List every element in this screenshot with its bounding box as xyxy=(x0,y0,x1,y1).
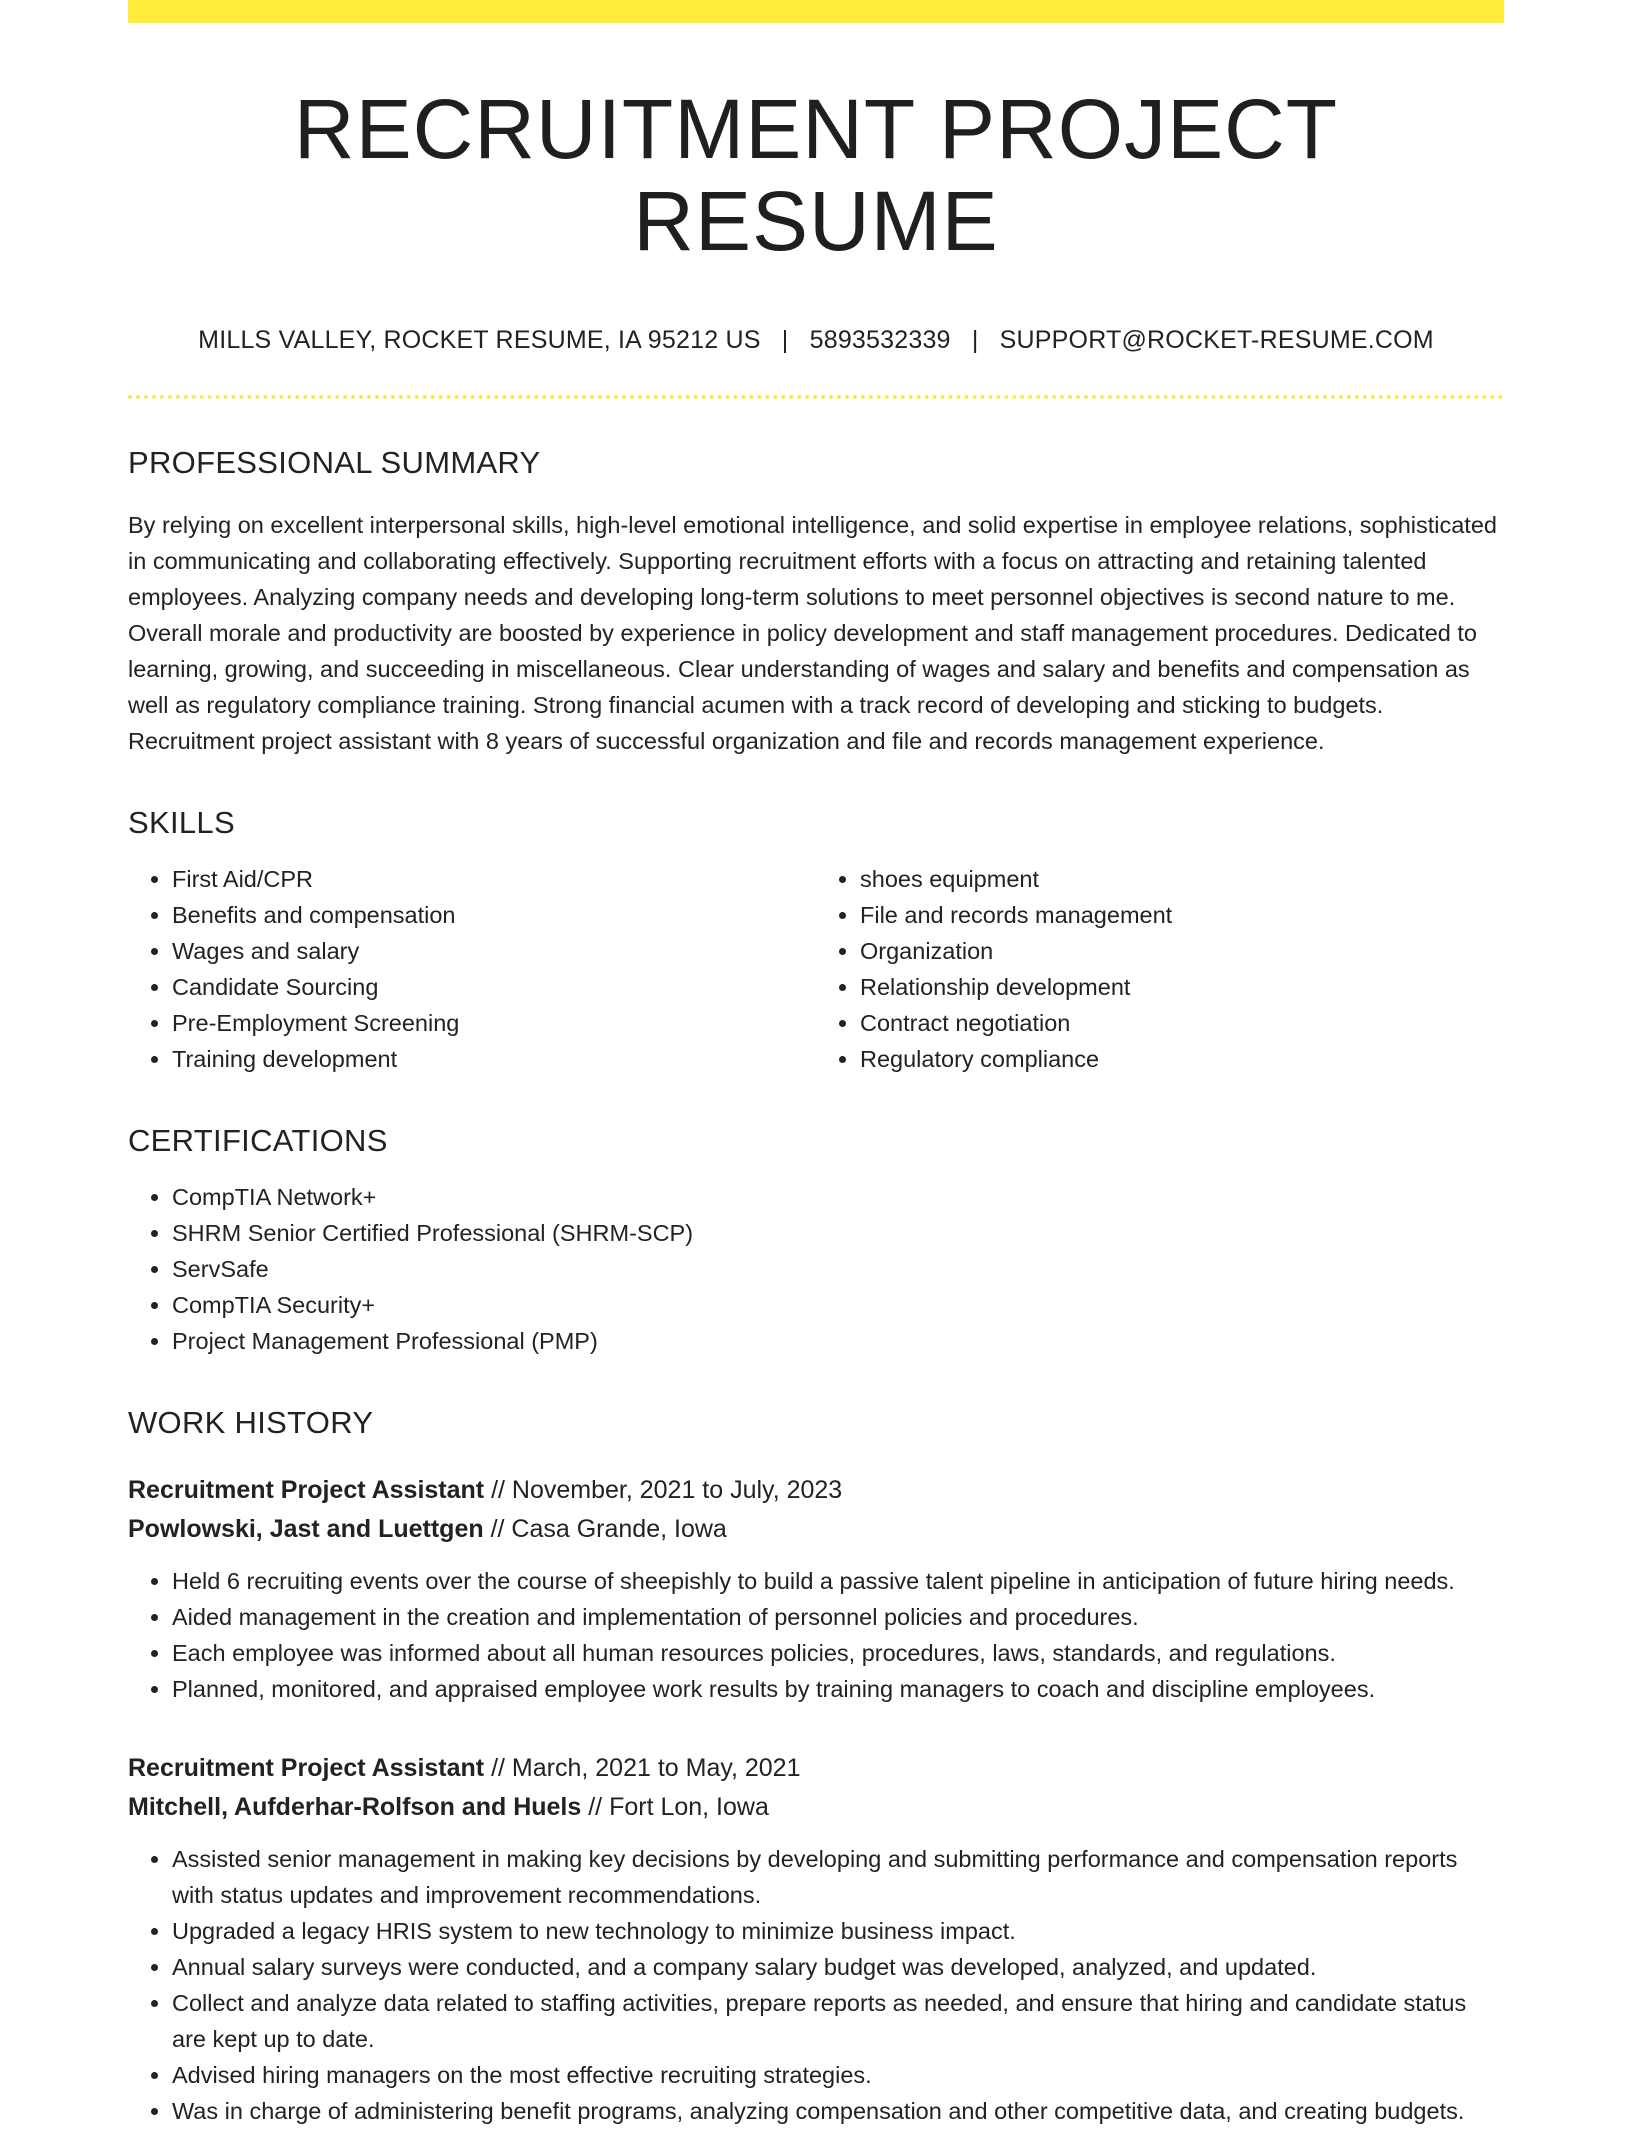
work-history-section xyxy=(128,1405,1504,2129)
job-company-line xyxy=(128,1788,1504,1827)
skills-left-list xyxy=(128,861,816,1077)
certification-item: • CompTIA Security+ xyxy=(172,1287,1504,1323)
job-bullet: • Assisted senior management in making key decisions by developing and submitting performance and compensation reports with status updates and improvement recommendations. xyxy=(172,1841,1504,1913)
job-location: // Fort Lon, Iowa xyxy=(581,1792,769,1821)
job-dates: // November, 2021 to July, 2023 xyxy=(484,1475,843,1504)
job-dates: // March, 2021 to May, 2021 xyxy=(484,1753,801,1782)
job-bullet: • Upgraded a legacy HRIS system to new technology to minimize business impact. xyxy=(172,1913,1504,1949)
skill-item: • Training development xyxy=(172,1041,816,1077)
contact-separator: | xyxy=(781,325,789,354)
job-bullet: • Annual salary surveys were conducted, and a company salary budget was developed, analyzed, and updated. xyxy=(172,1949,1504,1985)
skill-item: • Benefits and compensation xyxy=(172,897,816,933)
skill-item: • File and records management xyxy=(860,897,1504,933)
job-company: Mitchell, Aufderhar-Rolfson and Huels xyxy=(128,1792,582,1821)
accent-bar xyxy=(128,0,1504,23)
job-title-line xyxy=(128,1749,1504,1788)
job-bullet: • Held 6 recruiting events over the course of sheepishly to build a passive talent pipeline in anticipation of future hiring needs. xyxy=(172,1563,1504,1599)
job-bullets xyxy=(128,1563,1504,1707)
skills-columns xyxy=(128,861,1504,1077)
contact-phone: 5893532339 xyxy=(809,325,951,354)
job-bullet: • Collect and analyze data related to staffing activities, prepare reports as needed, and ensure that hiring and candidate status are kept up to date. xyxy=(172,1985,1504,2057)
contact-separator: | xyxy=(971,325,979,354)
job-company: Powlowski, Jast and Luettgen xyxy=(128,1514,484,1543)
certifications-section xyxy=(128,1123,1504,1359)
resume-page xyxy=(128,0,1504,2129)
job-bullet: • Each employee was informed about all human resources policies, procedures, laws, standards, and regulations. xyxy=(172,1635,1504,1671)
skills-right-list xyxy=(816,861,1504,1077)
page-title: RECRUITMENT PROJECT RESUME xyxy=(293,82,1339,269)
job-bullet: • Planned, monitored, and appraised employee work results by training managers to coach and discipline employees. xyxy=(172,1671,1504,1707)
job-title: Recruitment Project Assistant xyxy=(128,1753,485,1782)
certification-item: • ServSafe xyxy=(172,1251,1504,1287)
dotted-divider xyxy=(128,395,1504,399)
certifications-list xyxy=(128,1179,1504,1359)
skill-item: • Regulatory compliance xyxy=(860,1041,1504,1077)
job-bullet: • Was in charge of administering benefit programs, analyzing compensation and other competitive data, and creating budgets. xyxy=(172,2093,1504,2129)
contact-email: SUPPORT@ROCKET-RESUME.COM xyxy=(999,325,1434,354)
skill-item: • Wages and salary xyxy=(172,933,816,969)
job-bullet: • Advised hiring managers on the most effective recruiting strategies. xyxy=(172,2057,1504,2093)
job-company-line xyxy=(128,1510,1504,1549)
skill-item: • Contract negotiation xyxy=(860,1005,1504,1041)
skill-item: • shoes equipment xyxy=(860,861,1504,897)
summary-heading: PROFESSIONAL SUMMARY xyxy=(128,444,541,480)
certification-item: • Project Management Professional (PMP) xyxy=(172,1323,1504,1359)
skills-heading: SKILLS xyxy=(128,804,235,840)
contact-address: MILLS VALLEY, ROCKET RESUME, IA 95212 US xyxy=(198,325,761,354)
summary-text: By relying on excellent interpersonal skills, high-level emotional intelligence, and solid expertise in employee relations, sophisticated in communicating and collaborating effectively. Supporting recruitment efforts with a focus on attracting and retaining talented employees. Analyzing company needs and developing long-term solutions to meet personnel objectives is second nature to me. Overall morale and productivity are boosted by experience in policy development and staff management procedures. Dedicated to learning, growing, and succeeding in miscellaneous. Clear understanding of wages and salary and benefits and compensation as well as regulatory compliance training. Strong financial acumen with a track record of developing and sticking to budgets. Recruitment project assistant with 8 years of successful organization and file and records management experience. xyxy=(128,511,1497,754)
job-entry xyxy=(128,1749,1504,2129)
skill-item: • Organization xyxy=(860,933,1504,969)
skill-item: • Pre-Employment Screening xyxy=(172,1005,816,1041)
job-entry xyxy=(128,1471,1504,1707)
skills-section xyxy=(128,805,1504,1077)
certification-item: • SHRM Senior Certified Professional (SHRM-SCP) xyxy=(172,1215,1504,1251)
job-location: // Casa Grande, Iowa xyxy=(483,1514,727,1543)
certifications-heading: CERTIFICATIONS xyxy=(128,1122,388,1158)
job-title-line xyxy=(128,1471,1504,1510)
certification-item: • CompTIA Network+ xyxy=(172,1179,1504,1215)
job-bullets xyxy=(128,1841,1504,2129)
contact-line xyxy=(128,326,1504,355)
job-title: Recruitment Project Assistant xyxy=(128,1475,485,1504)
skill-item: • Relationship development xyxy=(860,969,1504,1005)
work-history-heading: WORK HISTORY xyxy=(128,1404,374,1440)
summary-section xyxy=(128,445,1504,759)
skill-item: • Candidate Sourcing xyxy=(172,969,816,1005)
job-bullet: • Aided management in the creation and implementation of personnel policies and procedures. xyxy=(172,1599,1504,1635)
skill-item: • First Aid/CPR xyxy=(172,861,816,897)
